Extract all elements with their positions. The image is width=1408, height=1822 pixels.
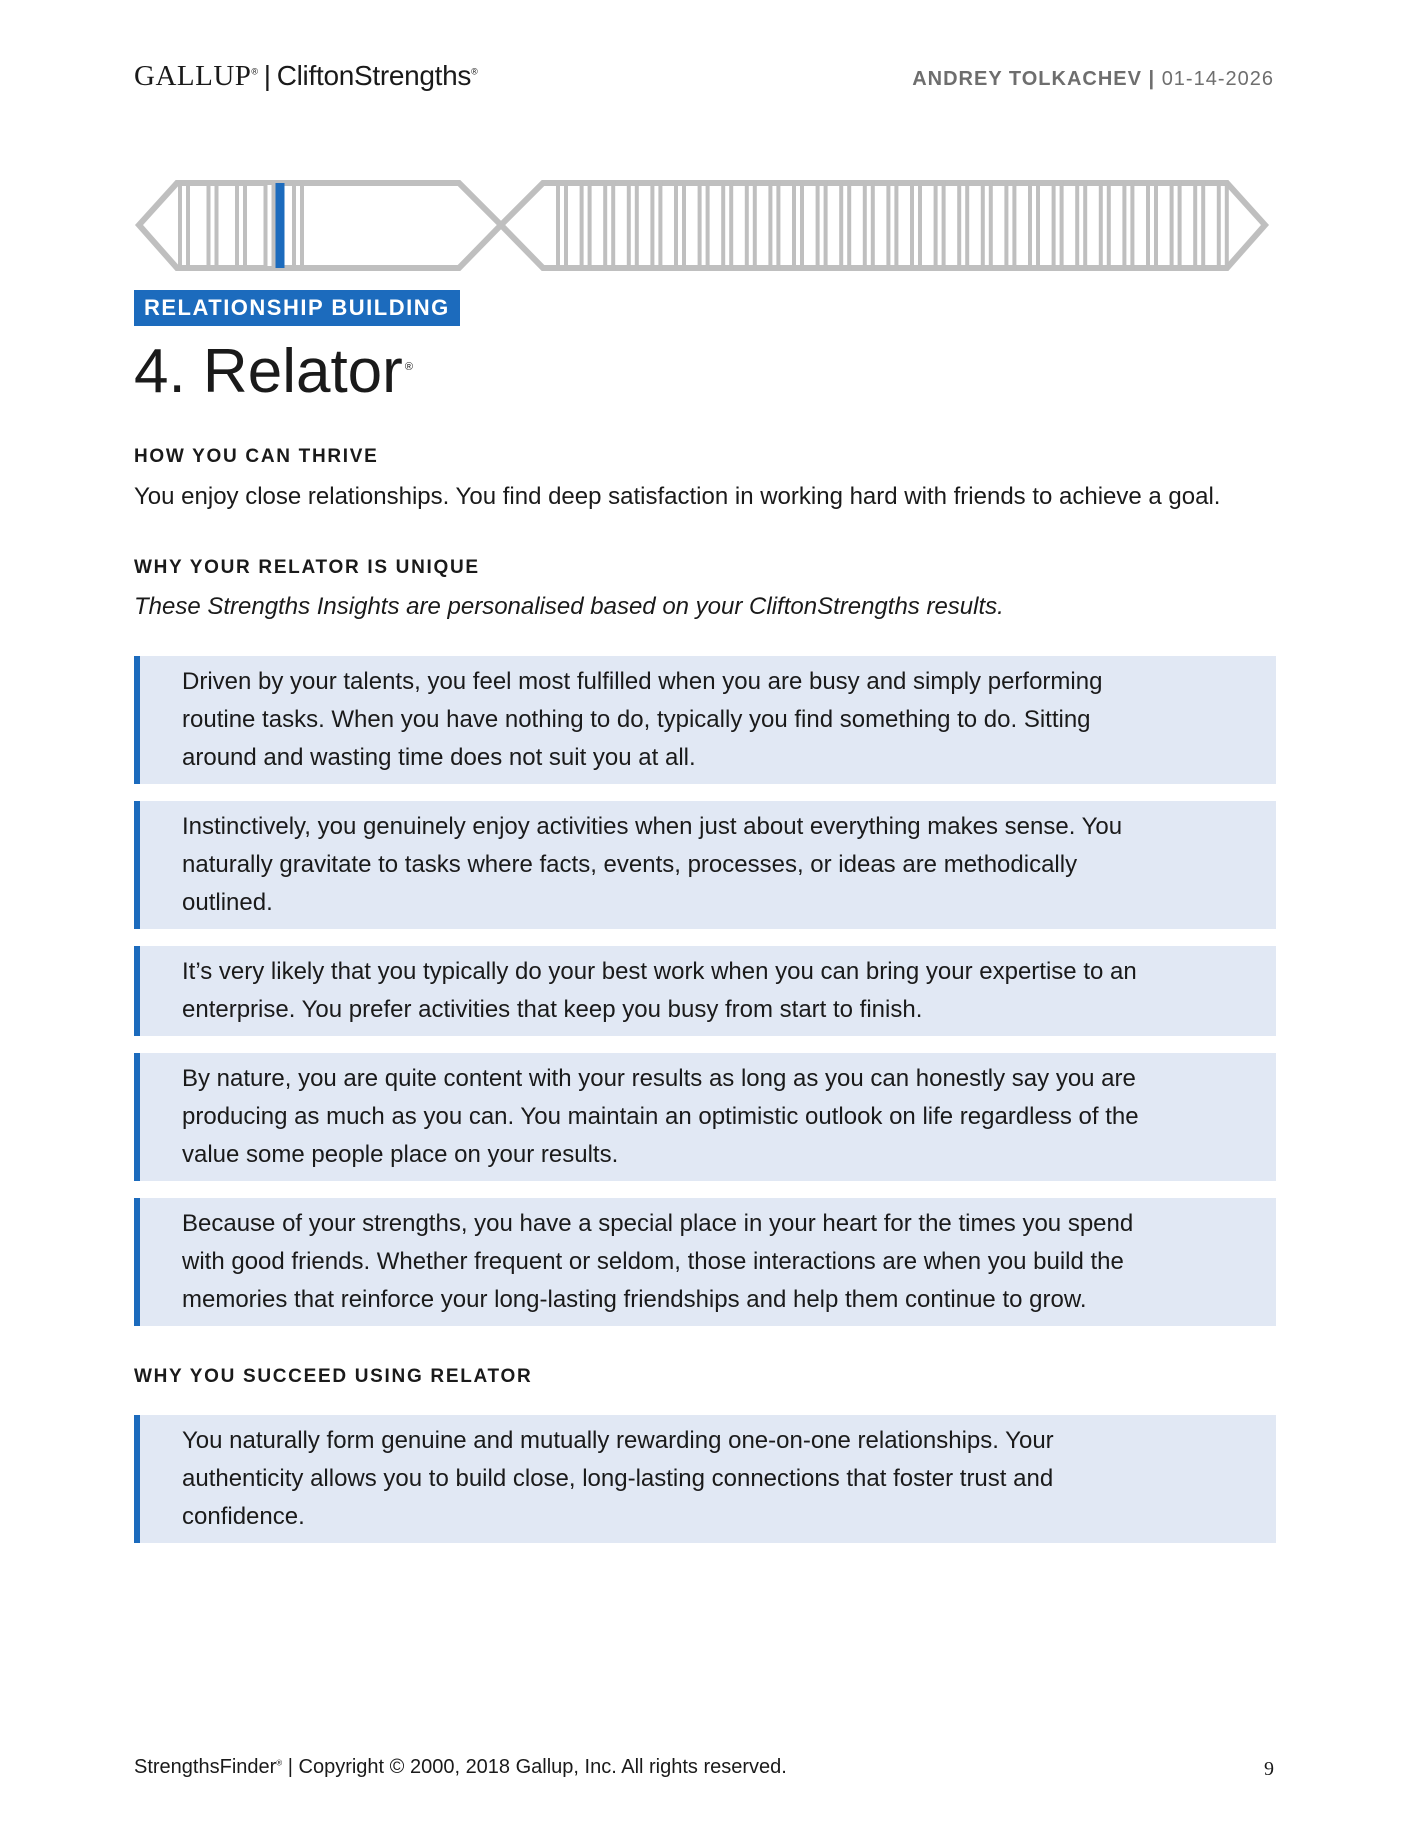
rank-bar: [180, 183, 188, 268]
rank-bar: [1172, 183, 1180, 268]
domain-badge: RELATIONSHIP BUILDING: [134, 290, 460, 326]
insight-line: By nature, you are quite content with your results as long as you can honestly say you are: [182, 1065, 1136, 1092]
insight-line: confidence.: [182, 1503, 305, 1530]
rank-bar: [794, 183, 802, 268]
insight-box: [134, 801, 1276, 929]
rank-bar: [652, 183, 660, 268]
theme-title: [134, 336, 413, 407]
insight-line: Instinctively, you genuinely enjoy activities when just about everything makes sense. You: [182, 813, 1123, 840]
rank-bar: [605, 183, 613, 268]
insight-box: [134, 946, 1276, 1036]
rank-bar: [1219, 183, 1227, 268]
rank-bar: [237, 183, 245, 268]
insight-line: memories that reinforce your long-lasting friendships and help them continue to grow.: [182, 1286, 1087, 1313]
rank-bar: [1006, 183, 1014, 268]
gallup-reg-mark: ®: [251, 66, 258, 77]
rank-bar: [1030, 183, 1038, 268]
report-owner: [912, 68, 1274, 91]
copyright-text: | Copyright © 2000, 2018 Gallup, Inc. All rights reserved.: [282, 1756, 787, 1778]
insight-box: [134, 656, 1276, 784]
gallup-wordmark: GALLUP: [134, 60, 252, 92]
cliftonstrengths-reg-mark: ®: [471, 66, 478, 77]
rank-bar: [770, 183, 778, 268]
rank-bar: [582, 183, 590, 268]
thrive-text: You enjoy close relationships. You find deep satisfaction in working hard with friends to achieve a goal.: [134, 483, 1221, 510]
thrive-heading: HOW YOU CAN THRIVE: [134, 446, 379, 467]
report-date: 01-14-2026: [1161, 68, 1274, 90]
brand-logo: [134, 60, 477, 93]
rank-bar: [747, 183, 755, 268]
rank-bar: [294, 183, 302, 268]
rank-bar: [912, 183, 920, 268]
rank-bar: [888, 183, 896, 268]
rank-bar: [818, 183, 826, 268]
rank-bar: [1148, 183, 1156, 268]
unique-heading: WHY YOUR RELATOR IS UNIQUE: [134, 557, 480, 578]
rank-bar: [1195, 183, 1203, 268]
insight-line: Because of your strengths, you have a special place in your heart for the times you spend: [182, 1210, 1134, 1237]
rank-bar: [983, 183, 991, 268]
insight-line: You naturally form genuine and mutually rewarding one-on-one relationships. Your: [182, 1427, 1054, 1454]
rank-bar: [676, 183, 684, 268]
page-number: 9: [1264, 1758, 1274, 1780]
user-separator: |: [1148, 68, 1156, 90]
insight-line: enterprise. You prefer activities that keep you busy from start to finish.: [182, 996, 923, 1023]
user-name: ANDREY TOLKACHEV: [912, 68, 1142, 90]
insight-line: with good friends. Whether frequent or seldom, those interactions are when you build the: [182, 1248, 1124, 1275]
highlighted-rank-bar: [266, 183, 274, 268]
cliftonstrengths-wordmark: CliftonStrengths: [276, 60, 472, 91]
theme-name: 4. Relator: [134, 337, 403, 406]
rank-bar: [1077, 183, 1085, 268]
product-name: StrengthsFinder: [134, 1756, 277, 1778]
unique-intro: These Strengths Insights are personalised based on your CliftonStrengths results.: [134, 593, 1004, 620]
theme-rank-strip: [134, 178, 1270, 278]
page-header: [134, 60, 1274, 100]
insight-line: authenticity allows you to build close, long-lasting connections that foster trust and: [182, 1465, 1054, 1492]
rank-bar: [959, 183, 967, 268]
insight-line: around and wasting time does not suit you at all.: [182, 744, 696, 771]
rank-bar: [700, 183, 708, 268]
rank-bar: [865, 183, 873, 268]
rank-bar: [558, 183, 566, 268]
rank-bar: [209, 183, 217, 268]
insight-line: naturally gravitate to tasks where facts, events, processes, or ideas are methodically: [182, 851, 1078, 878]
succeed-insight-box: [134, 1415, 1276, 1543]
succeed-heading: WHY YOU SUCCEED USING RELATOR: [134, 1366, 533, 1387]
brand-separator: |: [263, 60, 271, 91]
rank-bar: [1054, 183, 1062, 268]
rank-bar: [723, 183, 731, 268]
insight-box: [134, 1198, 1276, 1326]
rank-highlight-marker: [276, 183, 285, 268]
insight-line: It’s very likely that you typically do your best work when you can bring your expertise to an: [182, 958, 1137, 985]
rank-bar: [1124, 183, 1132, 268]
insight-line: outlined.: [182, 889, 273, 916]
insight-line: Driven by your talents, you feel most fulfilled when you are busy and simply performing: [182, 668, 1103, 695]
insight-line: producing as much as you can. You maintain an optimistic outlook on life regardless of the: [182, 1103, 1139, 1130]
rank-bar: [1101, 183, 1109, 268]
copyright-notice: [134, 1756, 787, 1779]
theme-reg-mark: ®: [404, 361, 413, 374]
top-five-outline: [139, 183, 501, 268]
rank-bar: [936, 183, 944, 268]
page-footer: [134, 1756, 1274, 1786]
insight-box: [134, 1053, 1276, 1181]
insight-line: value some people place on your results.: [182, 1141, 619, 1168]
product-reg-mark: ®: [276, 1758, 283, 1768]
remaining-themes-outline: [501, 183, 1265, 268]
rank-bar: [841, 183, 849, 268]
insight-line: routine tasks. When you have nothing to do, typically you find something to do. Sitting: [182, 706, 1091, 733]
rank-bar: [629, 183, 637, 268]
